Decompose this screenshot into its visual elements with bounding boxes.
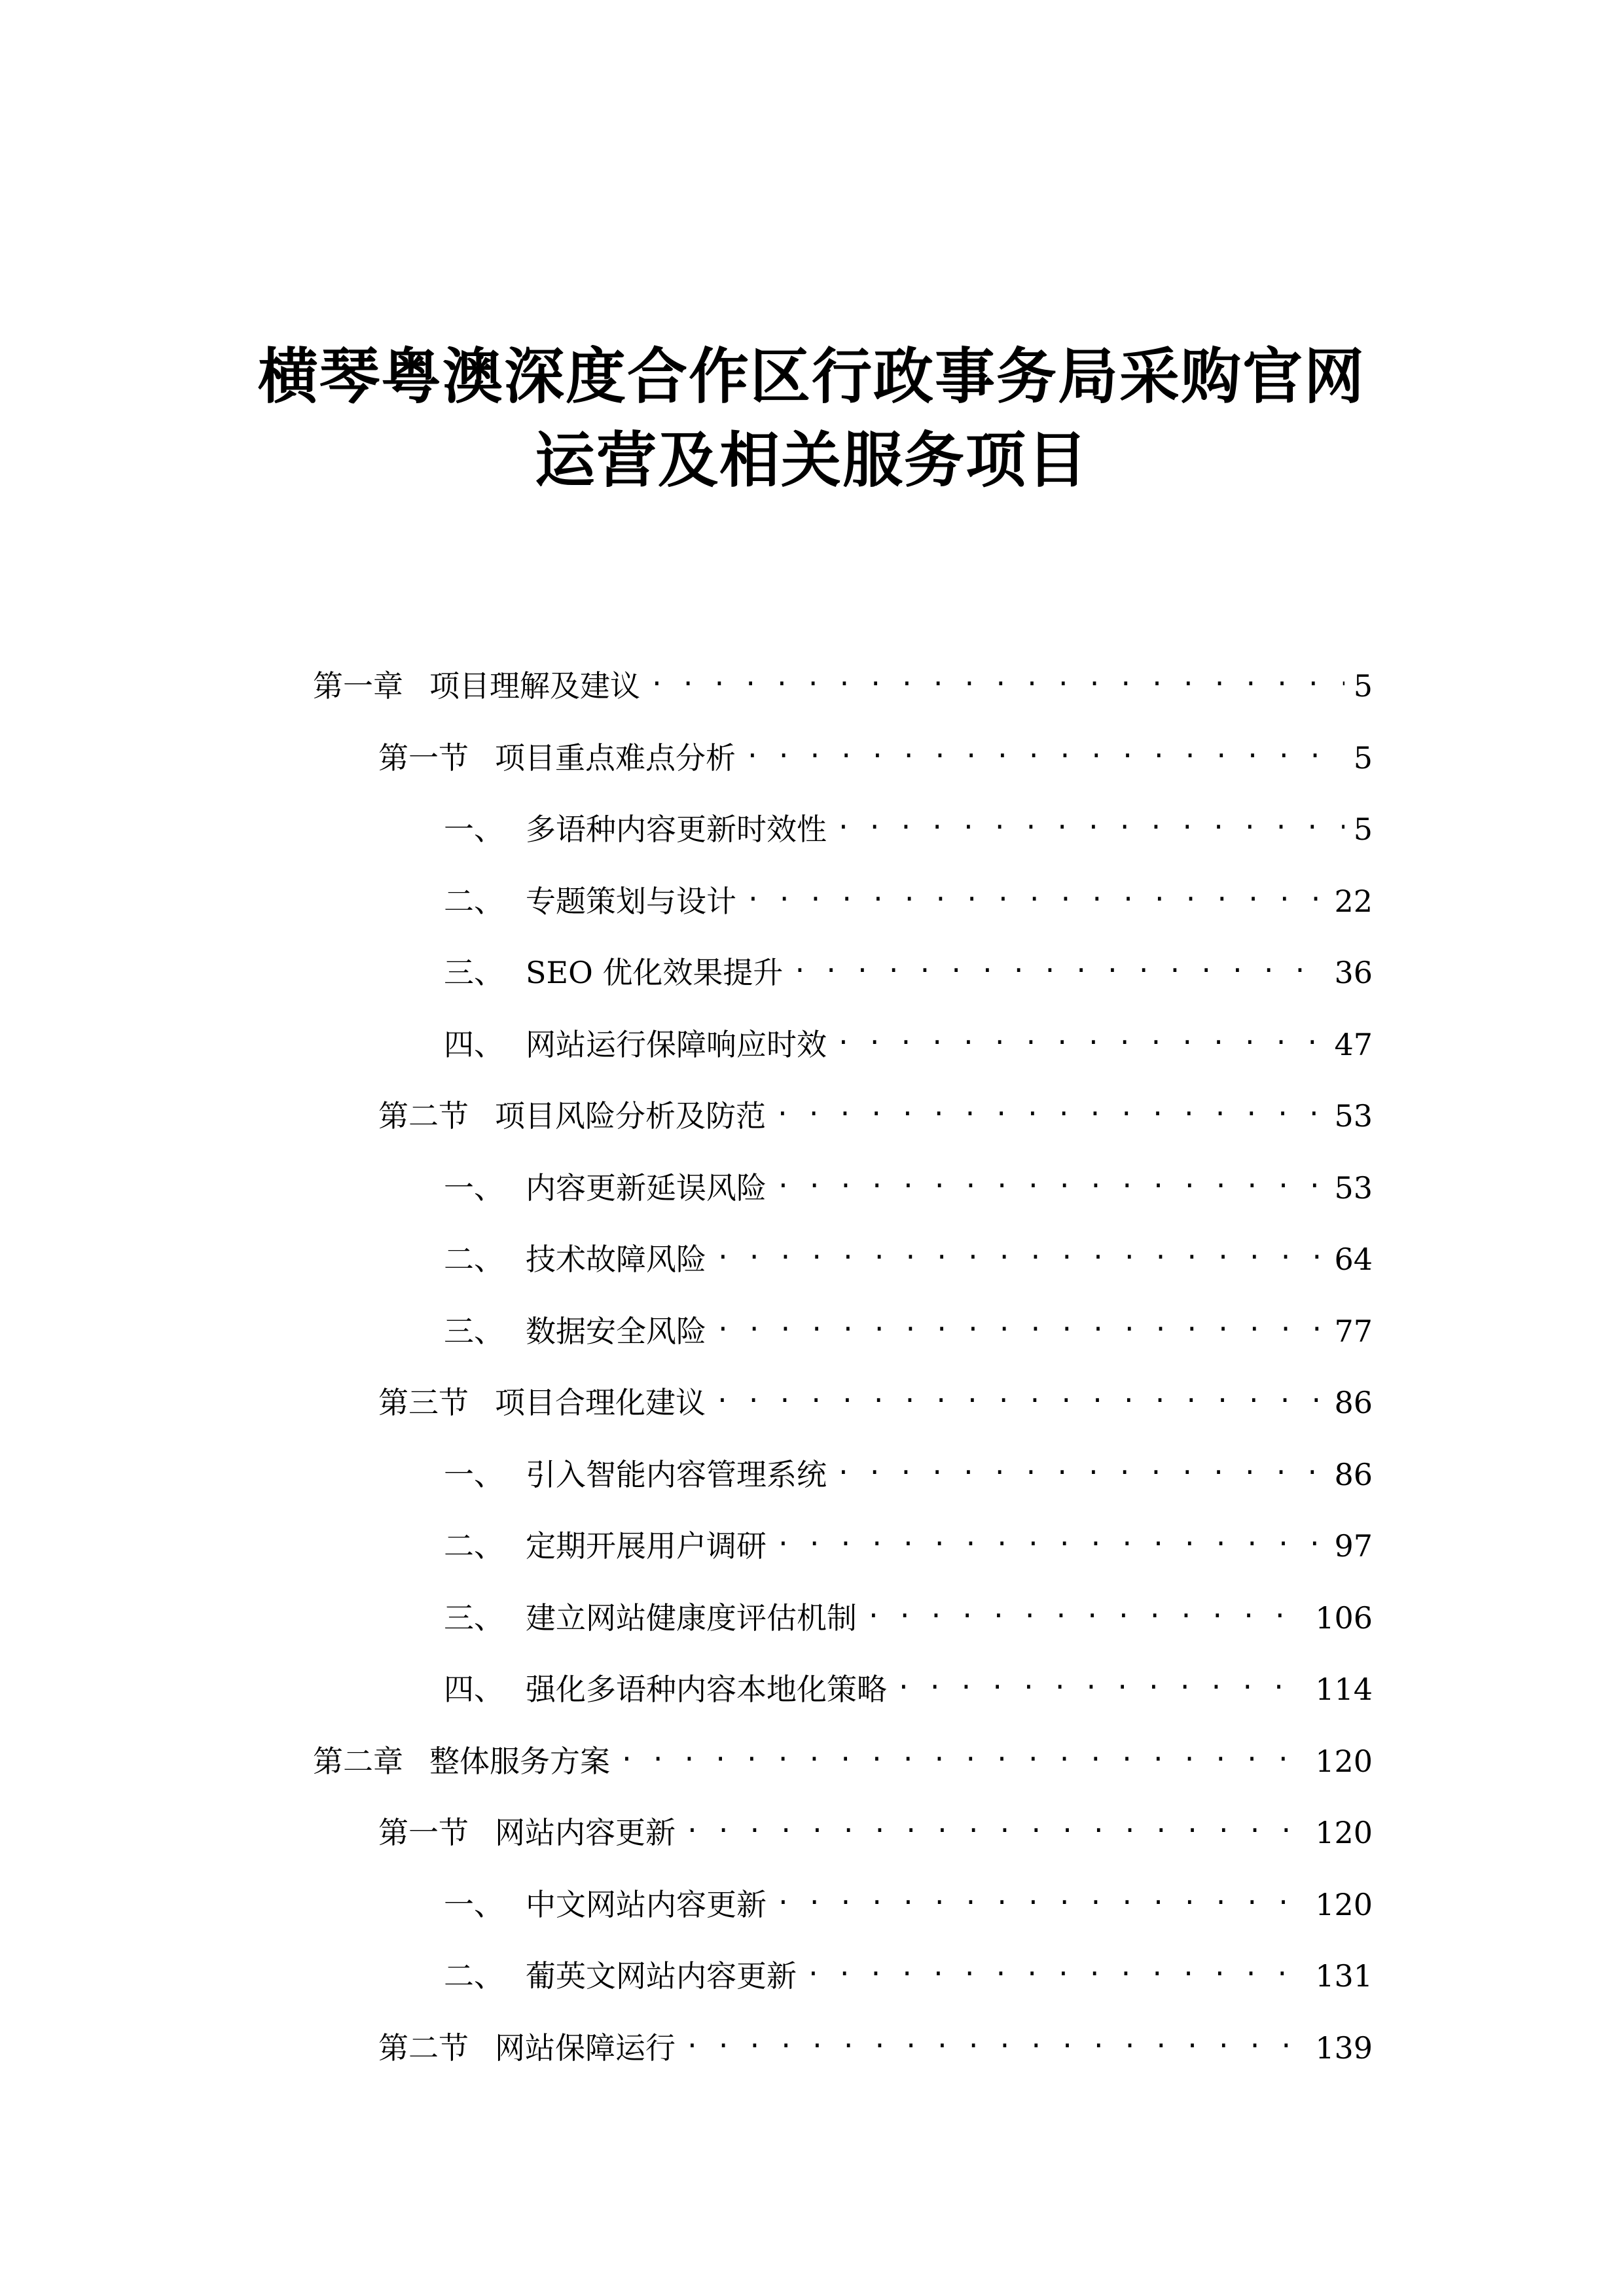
toc-entry-title: 专题策划与设计 [526,883,736,919]
toc-entry-number: 第一章 [313,668,403,704]
toc-dot-leader [836,1016,1325,1055]
toc-entry-page-number: 36 [1334,955,1373,990]
toc-entry-title: 网站内容更新 [495,1815,676,1850]
toc-entry-page-number: 86 [1334,1385,1373,1420]
toc-dot-leader [775,1087,1325,1126]
toc-entry-number: 二、 [444,1242,504,1277]
toc-entry-page-number: 5 [1353,812,1373,847]
toc-entry-number: 第二章 [313,1743,403,1779]
toc-entry-number: 第二节 [378,1098,469,1134]
toc-entry-title: 强化多语种内容本地化策略 [526,1672,887,1707]
toc-entry[interactable] [313,657,1373,704]
toc-entry-page-number: 120 [1315,1886,1373,1922]
toc-entry-title: 项目重点难点分析 [495,740,736,776]
toc-entry[interactable] [444,1660,1373,1707]
toc-entry-title: 引入智能内容管理系统 [526,1456,827,1492]
toc-entry-title: 内容更新延误风险 [526,1170,767,1206]
toc-entry-title: 多语种内容更新时效性 [526,812,827,847]
toc-entry-number: 二、 [444,883,504,919]
toc-entry-page-number: 131 [1315,1958,1373,1994]
toc-entry-page-number: 120 [1315,1815,1373,1850]
toc-dot-leader [746,872,1325,912]
toc-entry-title: 项目理解及建议 [429,668,640,704]
toc-entry-title: 网站运行保障响应时效 [526,1026,827,1062]
toc-entry-number: 一、 [444,1170,504,1206]
toc-entry-page-number: 106 [1315,1600,1373,1636]
toc-dot-leader [685,2019,1306,2058]
toc-entry[interactable] [378,1804,1373,1850]
toc-entry-page-number: 120 [1315,1743,1373,1779]
toc-entry[interactable] [378,1087,1373,1134]
toc-dot-leader [619,1732,1306,1772]
toc-entry-title: 数据安全风险 [526,1313,706,1349]
toc-dot-leader [776,1876,1306,1915]
toc-entry[interactable] [444,800,1373,847]
toc-entry-number: 第二节 [378,2030,469,2066]
toc-entry[interactable] [444,872,1373,919]
toc-entry-page-number: 5 [1353,668,1373,704]
toc-entry-number: 第一节 [378,740,469,776]
toc-entry-page-number: 97 [1334,1528,1373,1564]
toc-entry-title: 项目风险分析及防范 [495,1098,766,1134]
toc-entry-number: 三、 [444,1313,504,1349]
toc-dot-leader [685,1804,1306,1843]
toc-entry-page-number: 47 [1334,1026,1373,1062]
toc-entry[interactable] [378,729,1373,776]
toc-entry-page-number: 77 [1334,1313,1373,1349]
toc-entry-number: 二、 [444,1528,504,1564]
toc-entry[interactable] [444,1159,1373,1206]
toc-entry-number: 一、 [444,1886,504,1922]
document-title-line-2: 运营及相关服务项目 [534,425,1089,495]
document-title-line-1: 横琴粤澳深度合作区行政事务局采购官网 [257,342,1365,412]
toc-entry-title: 整体服务方案 [429,1743,610,1779]
toc-entry-title: 技术故障风险 [526,1242,706,1277]
toc-entry[interactable] [444,1876,1373,1922]
toc-entry-title: 项目合理化建议 [495,1385,706,1420]
toc-entry-number: 四、 [444,1672,504,1707]
toc-dot-leader [836,800,1344,840]
toc-dot-leader [792,944,1325,983]
toc-entry-page-number: 22 [1334,883,1373,919]
toc-entry-number: 三、 [444,1600,504,1636]
toc-entry[interactable] [444,1446,1373,1492]
toc-dot-leader [715,1374,1325,1413]
toc-dot-leader [715,1230,1325,1270]
toc-entry-page-number: 53 [1334,1098,1373,1134]
toc-entry-page-number: 5 [1353,740,1373,776]
toc-entry-title: 中文网站内容更新 [526,1886,767,1922]
toc-dot-leader [745,729,1344,768]
toc-entry-title: 建立网站健康度评估机制 [526,1600,857,1636]
toc-entry[interactable] [444,1517,1373,1564]
toc-entry-page-number: 53 [1334,1170,1373,1206]
toc-entry[interactable] [313,1732,1373,1779]
toc-entry-title: 葡英文网站内容更新 [526,1958,797,1994]
toc-entry[interactable] [444,1947,1373,1994]
toc-entry[interactable] [444,1230,1373,1277]
toc-entry[interactable] [444,1016,1373,1062]
toc-dot-leader [866,1589,1306,1628]
toc-dot-leader [715,1302,1325,1342]
toc-dot-leader [806,1947,1306,1986]
toc-entry-number: 一、 [444,812,504,847]
toc-dot-leader [776,1159,1325,1198]
toc-entry-number: 三、 [444,955,504,990]
toc-dot-leader [776,1517,1325,1556]
toc-entry[interactable] [444,1302,1373,1349]
toc-entry[interactable] [378,2019,1373,2066]
toc-entry-number: 二、 [444,1958,504,1994]
toc-dot-leader [836,1446,1325,1485]
toc-entry[interactable] [378,1374,1373,1420]
toc-entry-number: 四、 [444,1026,504,1062]
toc-entry-number: 一、 [444,1456,504,1492]
toc-entry-title: 定期开展用户调研 [526,1528,767,1564]
toc-entry-title: SEO 优化效果提升 [526,955,784,990]
toc-entry-title: 网站保障运行 [495,2030,676,2066]
toc-entry-number: 第三节 [378,1385,469,1420]
toc-entry-page-number: 86 [1334,1456,1373,1492]
toc-entry[interactable] [444,1589,1373,1636]
toc-entry-page-number: 114 [1315,1672,1373,1707]
toc-entry-page-number: 64 [1334,1242,1373,1277]
toc-entry-number: 第一节 [378,1815,469,1850]
toc-entry-page-number: 139 [1315,2030,1373,2066]
toc-dot-leader [896,1660,1306,1700]
toc-entry[interactable] [444,944,1373,990]
toc-dot-leader [649,657,1344,696]
